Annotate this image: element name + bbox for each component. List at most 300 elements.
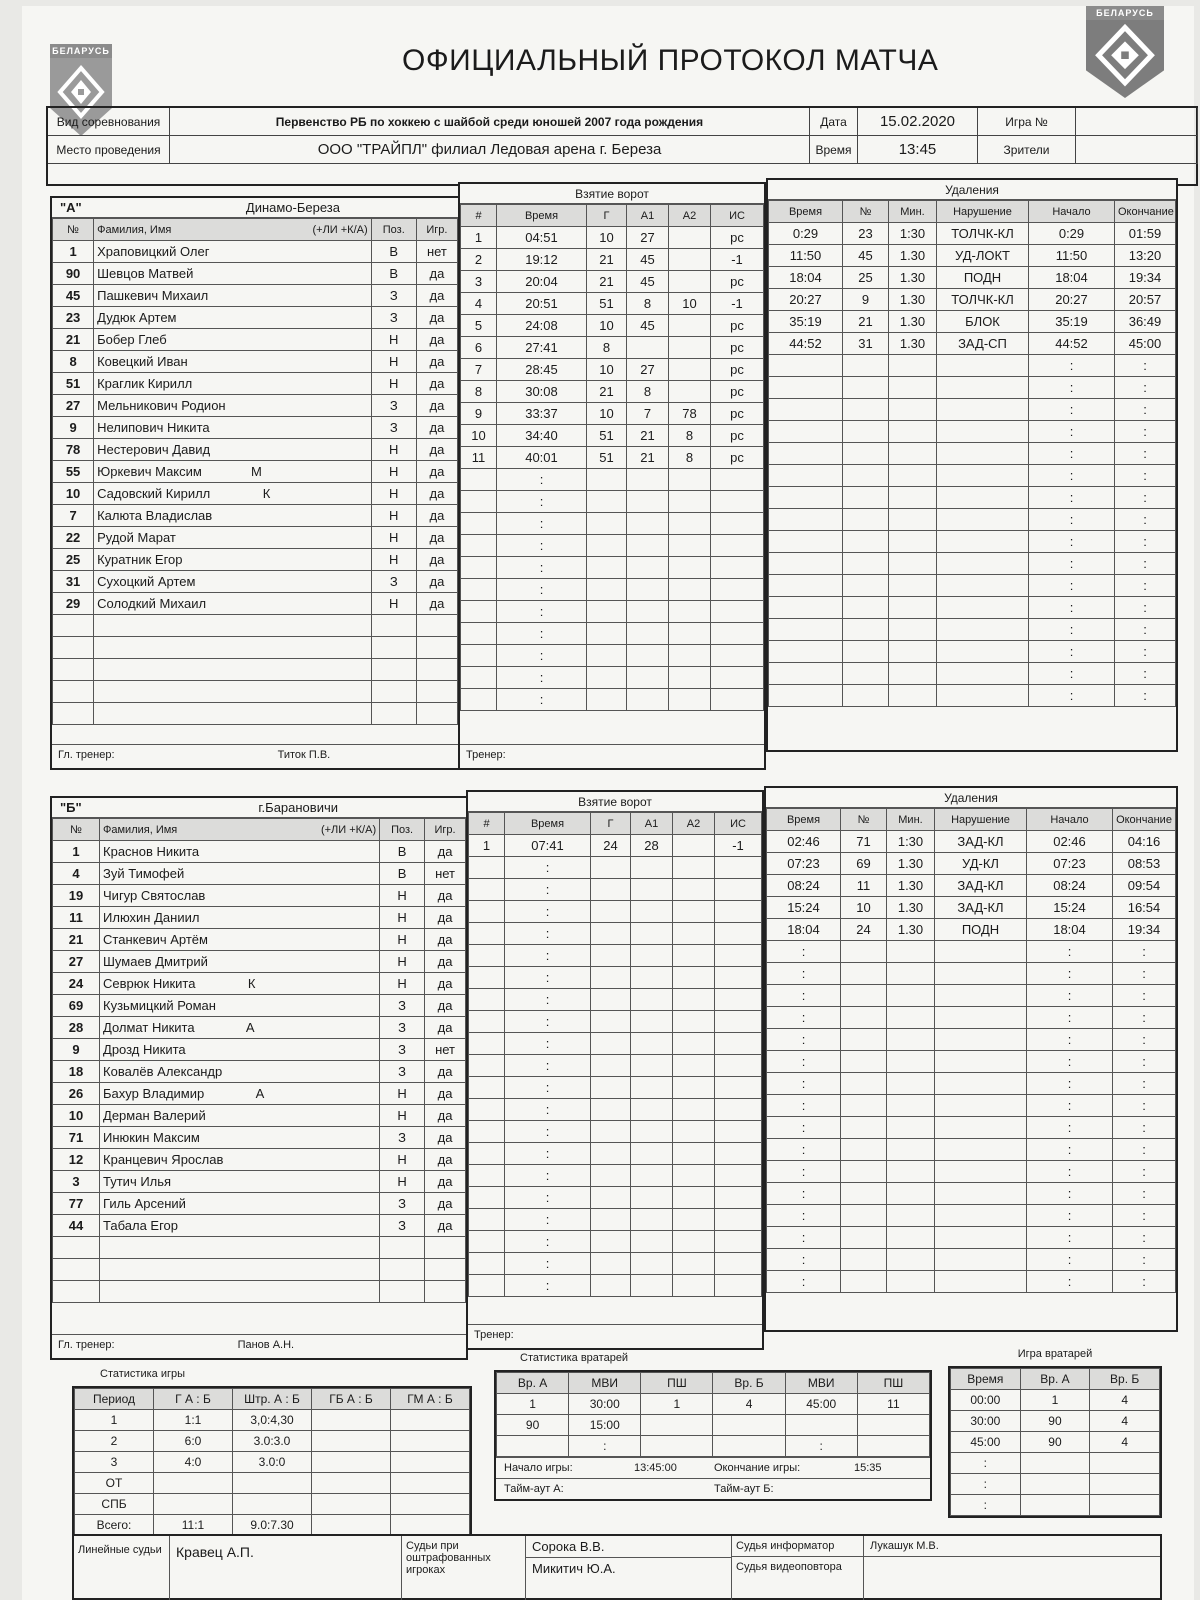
empty-row: : : (769, 377, 1176, 399)
player-number: 90 (53, 263, 94, 285)
empty-row: : : (769, 355, 1176, 377)
empty-row: : : : (767, 1073, 1176, 1095)
player-played: да (425, 951, 466, 973)
player-name: Нестерович Давид (94, 439, 372, 461)
player-played: да (425, 907, 466, 929)
team-b-tag: "Б" (60, 800, 82, 815)
empty-row: : (469, 1253, 762, 1275)
player-number: 12 (53, 1149, 100, 1171)
player-played: да (416, 505, 457, 527)
player-played: да (416, 439, 457, 461)
player-row (53, 1061, 466, 1083)
player-position: Н (371, 505, 416, 527)
empty-row: : : : (767, 1095, 1176, 1117)
col-header: А2 (673, 813, 715, 835)
player-name: Кузьмицкий Роман (100, 995, 380, 1017)
goalie-change-row: 45:00 90 4 (951, 1432, 1160, 1453)
player-number (53, 615, 94, 637)
player-name: Долмат Никита А (100, 1017, 380, 1039)
empty-row (53, 1237, 466, 1259)
col-header: Мин. (887, 809, 935, 831)
col-header: Начало (1029, 201, 1115, 223)
player-number: 18 (53, 1061, 100, 1083)
empty-row: : (469, 967, 762, 989)
player-played: да (425, 1171, 466, 1193)
player-row (53, 1171, 466, 1193)
penalty-row: 0:29 23 1:30 ТОЛЧК-КЛ 0:29 01:59 (769, 223, 1176, 245)
player-number: 23 (53, 307, 94, 329)
player-played: да (425, 1083, 466, 1105)
goalie-row: 1 30:00 1 4 45:00 11 (497, 1394, 930, 1415)
team-b-goals: Взятие ворот # Время Г А1 А2 ИС 1 07:41 24 28 -1 : : : : : : : : : : : : : : : : : : : : Тренер: (466, 790, 764, 1350)
player-position: З (380, 1193, 425, 1215)
logo-text: БЕЛАРУСЬ (1086, 6, 1164, 20)
player-name: Мельникович Родион (94, 395, 372, 417)
officials: Линейные судьи Кравец А.П. Судьи при оштрафованных игроках Сорока В.В. Микитич Ю.А. Судья информатор Судья видеоповтора Лукашук М.В. (72, 1534, 1162, 1600)
empty-row: : : (769, 641, 1176, 663)
team-a-goals-table (460, 204, 764, 711)
role-mark: К (247, 976, 256, 991)
player-number: 22 (53, 527, 94, 549)
col-header: № (841, 809, 887, 831)
player-row (53, 907, 466, 929)
player-played: да (425, 1215, 466, 1237)
player-position: Н (371, 549, 416, 571)
player-name: Инюкин Максим (100, 1127, 380, 1149)
player-name (94, 703, 372, 725)
col-header: Время (769, 201, 843, 223)
player-name: Станкевич Артём (100, 929, 380, 951)
empty-row: : : : (767, 1227, 1176, 1249)
player-number: 45 (53, 285, 94, 307)
player-number: 8 (53, 351, 94, 373)
player-row (53, 549, 458, 571)
empty-row: : : : (767, 963, 1176, 985)
period-row: ОТ (75, 1473, 470, 1494)
empty-row: : : : (767, 1007, 1176, 1029)
empty-row: : (469, 1143, 762, 1165)
col-header: Вр. Б (713, 1373, 785, 1394)
col-played: Игр. (416, 219, 457, 241)
player-position: З (371, 307, 416, 329)
player-row (53, 329, 458, 351)
empty-row: : (469, 1033, 762, 1055)
player-position (371, 681, 416, 703)
penalty-row: 11:50 45 1.30 УД-ЛОКТ 11:50 13:20 (769, 245, 1176, 267)
player-row (53, 241, 458, 263)
penalty-judge-1: Сорока В.В. (526, 1536, 731, 1558)
player-name (100, 1281, 380, 1303)
player-number: 69 (53, 995, 100, 1017)
empty-row: : : : (767, 1205, 1176, 1227)
goal-row: 9 33:37 10 7 78 рс (461, 403, 764, 425)
goal-row: 6 27:41 8 рс (461, 337, 764, 359)
player-position: Н (371, 439, 416, 461)
player-number: 9 (53, 417, 94, 439)
game-stats-table (74, 1388, 470, 1536)
empty-row: : : : (767, 1139, 1176, 1161)
player-row (53, 395, 458, 417)
player-name: Зуй Тимофей (100, 863, 380, 885)
empty-row (53, 615, 458, 637)
player-row (53, 351, 458, 373)
empty-row: : (951, 1474, 1160, 1495)
empty-row: : : (769, 663, 1176, 685)
player-row (53, 593, 458, 615)
period-row: СПБ (75, 1494, 470, 1515)
player-row (53, 885, 466, 907)
empty-row: : (951, 1495, 1160, 1516)
player-name: Юркевич Максим М (94, 461, 372, 483)
time-label: Время (810, 136, 858, 164)
player-played: да (416, 549, 457, 571)
player-name: Чигур Святослав (100, 885, 380, 907)
player-played: да (425, 1127, 466, 1149)
col-header: А1 (631, 813, 673, 835)
player-number: 19 (53, 885, 100, 907)
player-played (416, 637, 457, 659)
empty-row: : (469, 945, 762, 967)
player-row (53, 1083, 466, 1105)
empty-row: : (469, 1077, 762, 1099)
player-position: З (371, 395, 416, 417)
penalty-row: 18:04 25 1.30 ПОДН 18:04 19:34 (769, 267, 1176, 289)
player-played (416, 703, 457, 725)
empty-row (53, 1281, 466, 1303)
player-name: Тутич Илья (100, 1171, 380, 1193)
player-position: Н (371, 461, 416, 483)
col-header: Вр. А (497, 1373, 569, 1394)
team-b-roster (50, 796, 468, 1360)
player-position: З (380, 1061, 425, 1083)
team-a-trainer: Тренер: (460, 744, 764, 768)
col-number: № (53, 219, 94, 241)
player-row (53, 951, 466, 973)
goalie-row: 90 15:00 (497, 1415, 930, 1436)
player-name: Гиль Арсений (100, 1193, 380, 1215)
empty-row: : (469, 879, 762, 901)
empty-row: : (469, 1099, 762, 1121)
player-played: да (416, 373, 457, 395)
team-b-goals-table (468, 812, 762, 1297)
col-name: Фамилия, Имя (+ЛИ +К/А) (94, 219, 372, 241)
empty-row: : : (769, 465, 1176, 487)
player-played: нет (425, 863, 466, 885)
player-name: Куратник Егор (94, 549, 372, 571)
empty-row: : (469, 1231, 762, 1253)
col-position: Поз. (371, 219, 416, 241)
penalty-row: 07:23 69 1.30 УД-КЛ 07:23 08:53 (767, 853, 1176, 875)
player-position: З (371, 417, 416, 439)
player-position: Н (380, 929, 425, 951)
player-number: 78 (53, 439, 94, 461)
empty-row: : (469, 989, 762, 1011)
role-mark: К (262, 486, 271, 501)
goal-row: 5 24:08 10 45 рс (461, 315, 764, 337)
col-header: Мин. (889, 201, 937, 223)
col-header: Время (497, 205, 587, 227)
team-a-coach (52, 744, 458, 768)
col-header: А1 (627, 205, 669, 227)
game-stats: Статистика игры Период Г А : Б Штр. А : Б ГБ А : Б ГМ А : Б 1 1:1 3,0:4,30 2 6:0 3.0:3.0 3 4:0 3.0:0 ОТ СПБ Всего: 11:1 9.0:7.30 (72, 1368, 472, 1538)
player-position: Н (380, 951, 425, 973)
col-header: МВИ (569, 1373, 641, 1394)
player-number (53, 1281, 100, 1303)
player-played: нет (425, 1039, 466, 1061)
player-name (94, 615, 372, 637)
player-position: Н (371, 351, 416, 373)
col-header: ПШ (857, 1373, 929, 1394)
player-row (53, 929, 466, 951)
penalties-caption: Удаления (768, 180, 1176, 200)
col-header: Нарушение (937, 201, 1029, 223)
date-value: 15.02.2020 (858, 108, 978, 136)
player-name: Калюта Владислав (94, 505, 372, 527)
empty-row: : (469, 1209, 762, 1231)
empty-row: : (461, 645, 764, 667)
player-row (53, 973, 466, 995)
player-number: 21 (53, 929, 100, 951)
player-row (53, 263, 458, 285)
team-a-name: Динамо-Береза (245, 200, 340, 215)
player-position: Н (380, 885, 425, 907)
player-number (53, 703, 94, 725)
player-name: Ковецкий Иван (94, 351, 372, 373)
coach-name: Панов А.Н. (237, 1339, 295, 1351)
player-position: З (371, 285, 416, 307)
player-number: 10 (53, 483, 94, 505)
player-number: 21 (53, 329, 94, 351)
empty-row: : : : (767, 1183, 1176, 1205)
empty-row: : (469, 1011, 762, 1033)
penalty-row: 02:46 71 1:30 ЗАД-КЛ 02:46 04:16 (767, 831, 1176, 853)
player-number: 11 (53, 907, 100, 929)
col-header: Г А : Б (154, 1389, 233, 1410)
info-judge: Лукашук М.В. (864, 1536, 1160, 1557)
penalty-row: 44:52 31 1.30 ЗАД-СП 44:52 45:00 (769, 333, 1176, 355)
empty-row: : (461, 623, 764, 645)
col-header: Начало (1027, 809, 1113, 831)
player-played: да (425, 1193, 466, 1215)
player-played: да (425, 1105, 466, 1127)
period-row: 2 6:0 3.0:3.0 (75, 1431, 470, 1452)
player-row (53, 863, 466, 885)
team-b-table: № Фамилия, Имя (+ЛИ +К/А) Поз. Игр. 1 Краснов Никита В да 4 Зуй Тимофей В нет 19 Чигур Святослав Н да 11 Илюхин Даниил Н да 21 Станкевич Артём Н да 27 Шумаев Дмитрий Н да 24 Севрюк Никита К Н да 69 Кузьмицкий Роман З да 28 Долмат Никита А З да 9 Дрозд Никита З нет 18 Ковалёв Александр З да 26 Бахур Владимир А Н да 10 Дерман Валерий Н да 71 Инюкин Максим З да 12 Кранцевич Ярослав Н да 3 Тутич Илья Н да 77 Гиль Арсений З да 44 Табала Егор З да (52, 818, 466, 1303)
col-header: А2 (669, 205, 711, 227)
player-row (53, 571, 458, 593)
col-header: Г (587, 205, 627, 227)
player-name: Нелипович Никита (94, 417, 372, 439)
col-header: Вр. А (1020, 1369, 1090, 1390)
team-a-penalties-table (768, 200, 1176, 707)
date-label: Дата (810, 108, 858, 136)
col-header: # (469, 813, 505, 835)
player-name: Дерман Валерий (100, 1105, 380, 1127)
player-number (53, 681, 94, 703)
player-number: 27 (53, 951, 100, 973)
goalie-play: Игра вратарей Время Вр. А Вр. Б 00:00 1 4 30:00 90 4 45:00 90 4 : : : (948, 1348, 1162, 1518)
col-header: ИС (711, 205, 764, 227)
empty-row: : : (769, 531, 1176, 553)
game-end: 15:35 (854, 1462, 882, 1474)
player-number: 27 (53, 395, 94, 417)
goalie-play-table (950, 1368, 1160, 1516)
team-b-coach: Гл. тренер: Панов А.Н. (52, 1334, 466, 1358)
player-played: да (416, 307, 457, 329)
player-row (53, 1105, 466, 1127)
penalty-row: 18:04 24 1.30 ПОДН 18:04 19:34 (767, 919, 1176, 941)
player-position: Н (371, 593, 416, 615)
team-a-goals (458, 182, 766, 770)
empty-row: : : : (767, 1271, 1176, 1293)
player-name: Севрюк Никита К (100, 973, 380, 995)
role-mark: А (245, 1020, 255, 1035)
player-played: да (425, 841, 466, 863)
player-position: З (380, 1215, 425, 1237)
team-b-penalties: Удаления Время № Мин. Нарушение Начало Окончание 02:46 71 1:30 ЗАД-КЛ 02:46 04:16 07:23 69 1.30 УД-КЛ 07:23 08:53 08:24 11 1.30 ЗАД-КЛ 08:24 09:54 15:24 10 1.30 ЗАД-КЛ 15:24 16:54 18:04 24 1.30 ПОДН 18:04 19:34 : : : : : : : : : : : : : : : : : : : : : : : : : : : : : : : : : : : : : : : : : : : : : : : : (764, 786, 1178, 1332)
empty-row: : : : (767, 1029, 1176, 1051)
col-header: # (461, 205, 497, 227)
col-header: Вр. Б (1090, 1369, 1160, 1390)
player-position: З (371, 571, 416, 593)
player-name: Дрозд Никита (100, 1039, 380, 1061)
player-number: 1 (53, 241, 94, 263)
player-row (53, 417, 458, 439)
player-played: да (416, 351, 457, 373)
player-name: Дудюк Артем (94, 307, 372, 329)
team-b-penalties-table (766, 808, 1176, 1293)
player-position: Н (380, 1105, 425, 1127)
col-header: ГМ А : Б (391, 1389, 470, 1410)
empty-row: : (469, 923, 762, 945)
logo-text: БЕЛАРУСЬ (50, 44, 112, 58)
player-position: Н (371, 329, 416, 351)
goal-row: 1 07:41 24 28 -1 (469, 835, 762, 857)
penalty-row: 08:24 11 1.30 ЗАД-КЛ 08:24 09:54 (767, 875, 1176, 897)
player-number: 4 (53, 863, 100, 885)
player-row (53, 373, 458, 395)
penalty-row: 15:24 10 1.30 ЗАД-КЛ 15:24 16:54 (767, 897, 1176, 919)
penalty-judge-2: Микитич Ю.А. (532, 1561, 616, 1576)
col-header: Время (505, 813, 591, 835)
player-played: да (425, 1061, 466, 1083)
player-name: Садовский Кирилл К (94, 483, 372, 505)
col-header: Окончание (1113, 809, 1176, 831)
player-played (416, 615, 457, 637)
coach-label: Гл. тренер: (58, 749, 115, 761)
empty-row: : : : (767, 1051, 1176, 1073)
col-header: ГБ А : Б (312, 1389, 391, 1410)
empty-row: : : : (767, 1249, 1176, 1271)
player-played (425, 1259, 466, 1281)
team-a-penalties (766, 178, 1178, 752)
player-number: 25 (53, 549, 94, 571)
game-number-value (1076, 108, 1198, 136)
player-row (53, 483, 458, 505)
linesmen: Кравец А.П. (170, 1536, 402, 1600)
player-played: да (425, 973, 466, 995)
team-a-table (52, 218, 458, 725)
spectators-value (1076, 136, 1198, 164)
player-number (53, 637, 94, 659)
player-name: Кранцевич Ярослав (100, 1149, 380, 1171)
player-name: Краглик Кирилл (94, 373, 372, 395)
empty-row: : : (497, 1436, 930, 1457)
player-played: да (416, 417, 457, 439)
player-played: да (425, 929, 466, 951)
team-a-tag: "А" (60, 200, 82, 215)
player-position: Н (380, 973, 425, 995)
player-played: да (416, 329, 457, 351)
goalie-change-row: 00:00 1 4 (951, 1390, 1160, 1411)
player-name: Шумаев Дмитрий (100, 951, 380, 973)
player-name: Сухоцкий Артем (94, 571, 372, 593)
player-row (53, 461, 458, 483)
goalie-change-row: 30:00 90 4 (951, 1411, 1160, 1432)
penalty-row: 35:19 21 1.30 БЛОК 35:19 36:49 (769, 311, 1176, 333)
player-number (53, 1259, 100, 1281)
player-position: Н (380, 1149, 425, 1171)
player-row (53, 1149, 466, 1171)
player-played (416, 681, 457, 703)
player-position: Н (371, 527, 416, 549)
goal-row: 2 19:12 21 45 -1 (461, 249, 764, 271)
player-position: З (380, 1039, 425, 1061)
player-name: Краснов Никита (100, 841, 380, 863)
empty-row: : (469, 1165, 762, 1187)
player-number: 24 (53, 973, 100, 995)
player-row (53, 527, 458, 549)
player-name (100, 1259, 380, 1281)
player-position: Н (371, 483, 416, 505)
col-header: Штр. А : Б (233, 1389, 312, 1410)
player-number: 29 (53, 593, 94, 615)
col-header: Нарушение (935, 809, 1027, 831)
player-name: Бахур Владимир А (100, 1083, 380, 1105)
player-position: Н (380, 1171, 425, 1193)
player-position: В (380, 863, 425, 885)
player-number: 31 (53, 571, 94, 593)
player-name: Пашкевич Михаил (94, 285, 372, 307)
player-name (94, 637, 372, 659)
player-row (53, 1039, 466, 1061)
game-start: 13:45:00 (634, 1462, 677, 1474)
empty-row: : : : (767, 985, 1176, 1007)
empty-row: : : (769, 619, 1176, 641)
empty-row (53, 659, 458, 681)
empty-row: : : (769, 421, 1176, 443)
empty-row: : (461, 601, 764, 623)
empty-row (53, 681, 458, 703)
player-position: З (380, 995, 425, 1017)
empty-row: : (469, 1121, 762, 1143)
time-value: 13:45 (858, 136, 978, 164)
role-mark: А (255, 1086, 265, 1101)
col-header: Время (767, 809, 841, 831)
goal-row: 4 20:51 51 8 10 -1 (461, 293, 764, 315)
player-played: да (416, 461, 457, 483)
player-row (53, 307, 458, 329)
player-name (94, 659, 372, 681)
player-row (53, 285, 458, 307)
empty-row: : : (769, 487, 1176, 509)
player-position (380, 1237, 425, 1259)
player-row (53, 1017, 466, 1039)
player-name: Храповицкий Олег (94, 241, 372, 263)
player-row (53, 1215, 466, 1237)
empty-row: : : (769, 509, 1176, 531)
player-played: да (425, 885, 466, 907)
